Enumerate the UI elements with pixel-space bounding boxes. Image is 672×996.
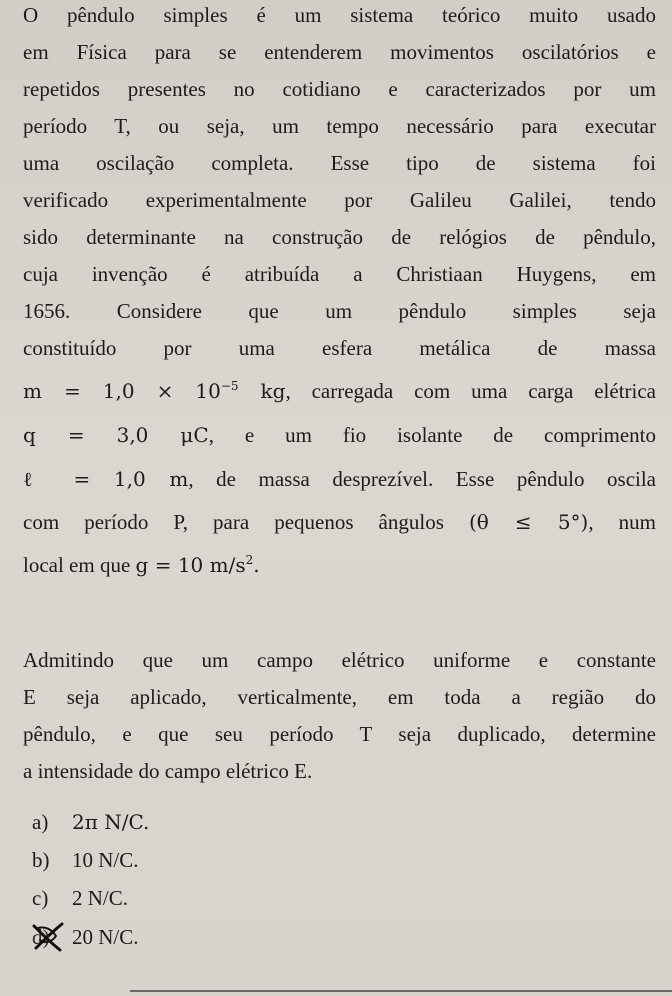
length-line: ℓ = 1,0 m, de massa desprezível. Esse pêndulo oscila [23, 467, 657, 491]
text-line: 1656. Considere que um pêndulo simples seja [23, 299, 656, 323]
option-letter: a) [32, 810, 49, 834]
text-line: pêndulo, e que seu período T seja duplicado, determine [23, 722, 656, 746]
option-letter: b) [32, 848, 50, 872]
bottom-divider [130, 990, 672, 992]
option-letter: c) [32, 886, 49, 910]
text-line: cuja invenção é atribuída a Christiaan Huygens, em [23, 262, 656, 286]
gravity-line: local em que g = 10 $m/s^2$. [23, 553, 260, 577]
charge-expression: q = 3,0 μC [23, 423, 209, 447]
option-text: 2 N/C. [72, 886, 129, 910]
gravity-expression: g = 10 $m/s^2$. [135, 553, 260, 577]
option-text: 20 N/C. [72, 925, 139, 949]
text-line: constituído por uma esfera metálica de massa [23, 336, 656, 360]
text-line: Admitindo que um campo elétrico uniforme e constante [23, 648, 656, 672]
text-line: repetidos presentes no cotidiano e caracterizados por um [23, 77, 656, 101]
option-text: 10 N/C. [72, 848, 139, 872]
angle-expression: (θ ≤ 5°) [468, 510, 589, 534]
mass-expression: $m = 1,0 \times 10^{-5}$ kg [23, 379, 286, 403]
option-text: 2π N/C. [72, 810, 150, 834]
answer-mark-scribble [30, 920, 70, 954]
text-line: uma oscilação completa. Esse tipo de sistema foi [23, 151, 656, 175]
text-line: em Física para se entenderem movimentos oscilatórios e [23, 40, 656, 64]
text-line: a intensidade do campo elétrico E. [23, 759, 313, 783]
text-line: O pêndulo simples é um sistema teórico muito usado [23, 3, 656, 27]
period-line: com período P, para pequenos ângulos (θ ≤ 5°), num [23, 510, 657, 534]
mass-line: $m = 1,0 \times 10^{-5}$ kg, carregada com uma carga elétrica [23, 379, 656, 403]
charge-line: q = 3,0 μC, e um fio isolante de comprimento [23, 423, 656, 447]
text-line: verificado experimentalmente por Galileu Galilei, tendo [23, 188, 656, 212]
option-b[interactable] [32, 845, 139, 875]
text-line: período T, ou seja, um tempo necessário para executar [23, 114, 656, 138]
text-line: sido determinante na construção de relógios de pêndulo, [23, 225, 656, 249]
text-line: E seja aplicado, verticalmente, em toda a região do [23, 685, 656, 709]
option-a[interactable] [32, 807, 149, 837]
option-letter: d) [32, 925, 50, 949]
option-c[interactable] [32, 883, 128, 913]
length-expression: ℓ = 1,0 m [23, 467, 189, 491]
